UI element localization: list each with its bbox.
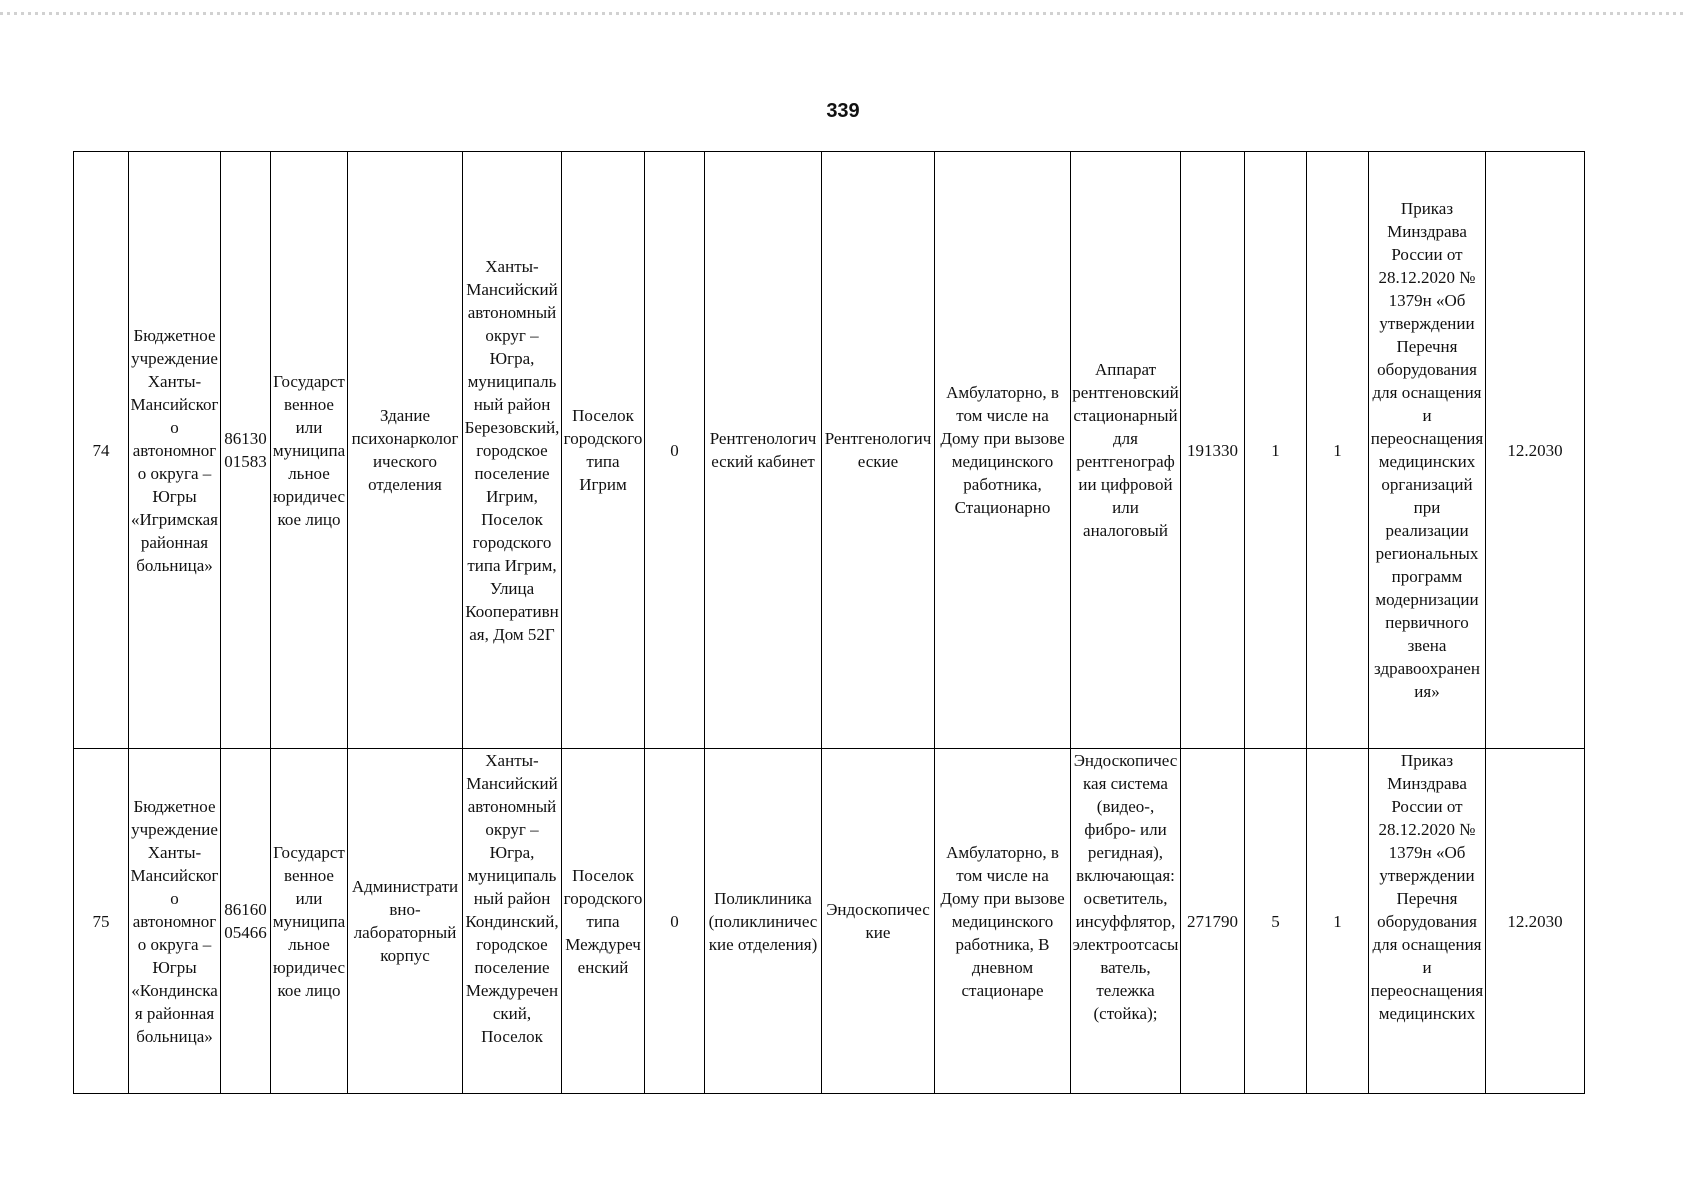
quantity-b-cell: 1 (1307, 749, 1369, 1094)
equipment-table (73, 151, 1585, 1094)
legal-form-cell: Государственное или муниципальное юридическое лицо (271, 152, 348, 749)
equipment-cell: Эндоскопическая система (видео-, фибро- или регидная), включающая: осветитель, инсуффлятор, электроотсасыватель, тележка (стойка); (1071, 749, 1181, 1094)
profile-cell: Рентгенологические (822, 152, 935, 749)
unit-cell: Поликлиника (поликлинические отделения) (705, 749, 822, 1094)
organization-cell: Бюджетное учреждение Ханты-Мансийского автономного округа – Югры «Кондинская районная больница» (129, 749, 221, 1094)
scan-edge (0, 12, 1686, 15)
row-number-cell: 75 (74, 749, 129, 1094)
date-cell: 12.2030 (1486, 749, 1585, 1094)
page-number: 339 (826, 100, 860, 122)
building-cell: Административно-лабораторный корпус (348, 749, 463, 1094)
organization-cell: Бюджетное учреждение Ханты-Мансийского автономного округа – Югры «Игримская районная больница» (129, 152, 221, 749)
settlement-cell: Поселок городского типа Игрим (562, 152, 645, 749)
equipment-cell: Аппарат рентгеновский стационарный для рентгенографии цифровой или аналоговый (1071, 152, 1181, 749)
flag-cell: 0 (645, 749, 705, 1094)
table-row (74, 152, 1585, 749)
address-cell: Ханты-Мансийский автономный округ – Югра, муниципальный район Березовский, городское поселение Игрим, Поселок городского типа Игрим, Улица Кооперативная, Дом 52Г (463, 152, 562, 749)
legal-form-cell: Государственное или муниципальное юридическое лицо (271, 749, 348, 1094)
address-cell: Ханты-Мансийский автономный округ – Югра, муниципальный район Кондинский, городское поселение Междуреченский, Поселок (463, 749, 562, 1094)
quantity-b-cell: 1 (1307, 152, 1369, 749)
order-cell: Приказ Минздрава России от 28.12.2020 № 1379н «Об утверждении Перечня оборудования для оснащения и переоснащения медицинских организаций при реализации региональных программ модернизации первичного звена здравоохранения» (1369, 152, 1486, 749)
row-number-cell: 74 (74, 152, 129, 749)
quantity-a-cell: 1 (1245, 152, 1307, 749)
settlement-cell: Поселок городского типа Междуреченский (562, 749, 645, 1094)
date-cell: 12.2030 (1486, 152, 1585, 749)
care-conditions-cell: Амбулаторно, в том числе на Дому при вызове медицинского работника, Стационарно (935, 152, 1071, 749)
building-cell: Здание психонаркологического отделения (348, 152, 463, 749)
table-row (74, 749, 1585, 1094)
code-cell: 271790 (1181, 749, 1245, 1094)
ogrn-cell: 8616005466 (221, 749, 271, 1094)
quantity-a-cell: 5 (1245, 749, 1307, 1094)
profile-cell: Эндоскопические (822, 749, 935, 1094)
care-conditions-cell: Амбулаторно, в том числе на Дому при вызове медицинского работника, В дневном стационаре (935, 749, 1071, 1094)
code-cell: 191330 (1181, 152, 1245, 749)
order-cell: Приказ Минздрава России от 28.12.2020 № 1379н «Об утверждении Перечня оборудования для оснащения и переоснащения медицинских (1369, 749, 1486, 1094)
flag-cell: 0 (645, 152, 705, 749)
ogrn-cell: 8613001583 (221, 152, 271, 749)
unit-cell: Рентгенологический кабинет (705, 152, 822, 749)
